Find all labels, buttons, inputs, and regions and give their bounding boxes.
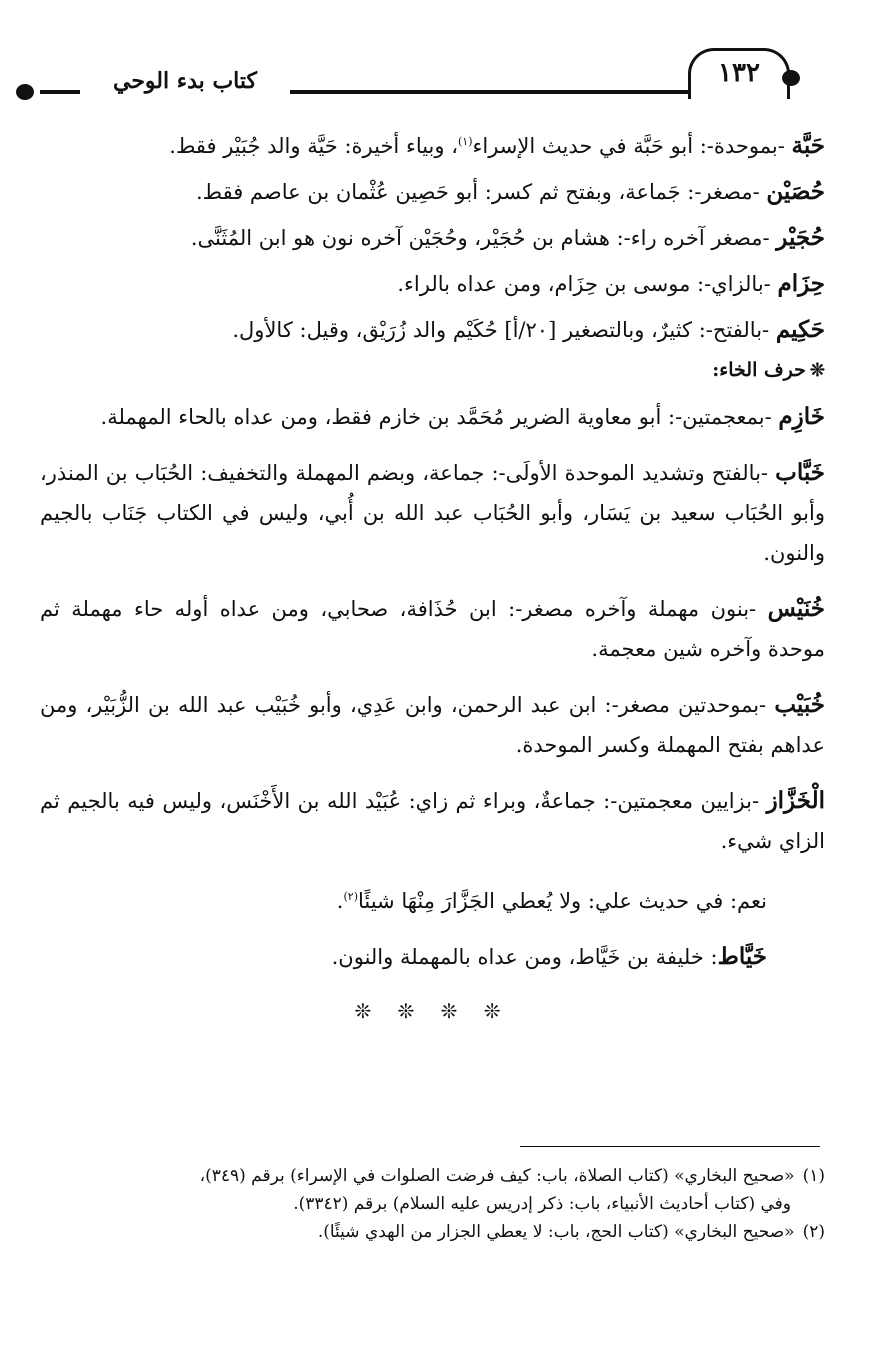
naam-tail: . [336,889,344,913]
entry-hujayr [40,218,825,258]
entry-term: خَازِم [778,403,825,430]
entry-text: -بالفتح-: كثيرٌ، وبالتصغير [٢٠/أ] حُكَيْم والد زُرَيْق، وقيل: كالأول. [232,318,776,342]
footnote-text: «صحيح البخاري» (كتاب الحج، باب: لا يعطي الجزار من الهدي شيئًا). [317,1222,795,1242]
entry-text-tail: ، وبياء أخيرة: حَيَّة والد جُبَيْر فقط. [169,134,458,158]
entry-husayn [40,172,825,212]
naam-text: نعم: في حديث علي: ولا يُعطي الجَزَّارَ مِنْهَا شيئًا [357,889,767,913]
entry-text: : خليفة بن خَيَّاط، ومن عداه بالمهملة والنون. [331,945,718,969]
header-dot-right [782,70,800,86]
entry-hakim [40,310,825,350]
header-dot-left [16,84,34,100]
section-heading-text: حرف الخاء: [712,359,806,381]
entry-term: خَبَّاب [775,459,825,486]
running-title: كتاب بدء الوحي [80,66,290,96]
entry-khazzaz [40,781,825,861]
section-separator: ❊ ❊ ❊ ❊ [354,999,511,1023]
entry-term: خُنَيْس [767,595,825,622]
entry-text: -بالفتح وتشديد الموحدة الأولَى-: جماعة، وبضم المهملة والتخفيف: الحُبَاب بن المنذر، وأبو الحُبَاب سعيد بن يَسَار، وأبو الحُبَاب عبد الله بن أُبي، وليس في الكتاب جَنَاب بالجيم والنون. [40,461,825,565]
entry-term: خُبَيْب [774,691,825,718]
footnote-ref-2[interactable]: (٢) [343,890,358,903]
footnote-rule [520,1146,820,1147]
entry-text: -مصغر آخره راء-: هشام بن حُجَيْر، وحُجَيْن آخره نون هو ابن المُثَنَّى. [190,226,777,250]
main-text [40,122,825,1031]
entry-text: -بالزاي-: موسى بن حِزَام، ومن عداه بالراء. [397,272,778,296]
page-number-box [688,48,790,99]
page-header [0,0,885,120]
entry-text: -بزايين معجمتين-: جماعةٌ، وبراء ثم زاي: عُبَيْد الله بن الأَخْنَس، وليس فيه بالجيم ثم الزاي شيء. [40,789,825,853]
entry-term: خَيَّاط [717,943,767,970]
section-heading [40,352,825,389]
entry-term: حَبَّة [791,132,825,159]
entry-text: -بموحدتين مصغر-: ابن عبد الرحمن، وابن عَدِي، وأبو خُبَيْب عبد الله بن الزُّبَيْر، ومن عداهم بفتح المهملة وكسر الموحدة. [40,693,825,757]
entry-term: حِزَام [777,270,825,297]
entry-term: الْخَزَّاز [766,787,825,814]
entry-habba [40,122,825,166]
entry-khunays [40,589,825,669]
entry-text: -بنون مهملة وآخره مصغر-: ابن حُذَافة، صحابي، ومن عداه أوله حاء مهملة ثم موحدة وآخره شين معجمة. [40,597,825,661]
entry-khabbab [40,453,825,573]
entry-khazim [40,397,825,437]
entry-term: حُجَيْر [776,224,825,251]
entry-hizam [40,264,825,304]
entry-text: -مصغر-: جَماعة، وبفتح ثم كسر: أبو حَصِين عُثْمان بن عاصم فقط. [195,180,767,204]
naam-line [40,877,825,921]
page-number: ١٣٢ [718,58,760,88]
entry-term: حُصَيْن [766,178,825,205]
footnote-number: (٢) [802,1222,825,1242]
footnotes [40,1162,825,1246]
footnote-2 [40,1218,825,1246]
entry-term: حَكِيم [775,316,825,343]
footnote-number: (١) [802,1166,825,1186]
entry-khayyat [40,937,825,977]
entry-khubayb [40,685,825,765]
footnote-text: «صحيح البخاري» (كتاب الصلاة، باب: كيف فرضت الصلوات في الإسراء) برقم (٣٤٩)، [199,1166,795,1186]
entry-text: -بمعجمتين-: أبو معاوية الضرير مُحَمَّد بن خازم فقط، ومن عداه بالحاء المهملة. [100,405,779,429]
footnote-ref-1[interactable]: (١) [458,135,473,148]
entry-text: -بموحدة-: أبو حَبَّة في حديث الإسراء [472,134,792,158]
footnote-1 [40,1162,825,1218]
star-ornament-icon: ❊ [809,360,825,381]
footnote-continuation: وفي (كتاب أحاديث الأنبياء، باب: ذكر إدريس عليه السلام) برقم (٣٣٤٢). [293,1194,791,1214]
